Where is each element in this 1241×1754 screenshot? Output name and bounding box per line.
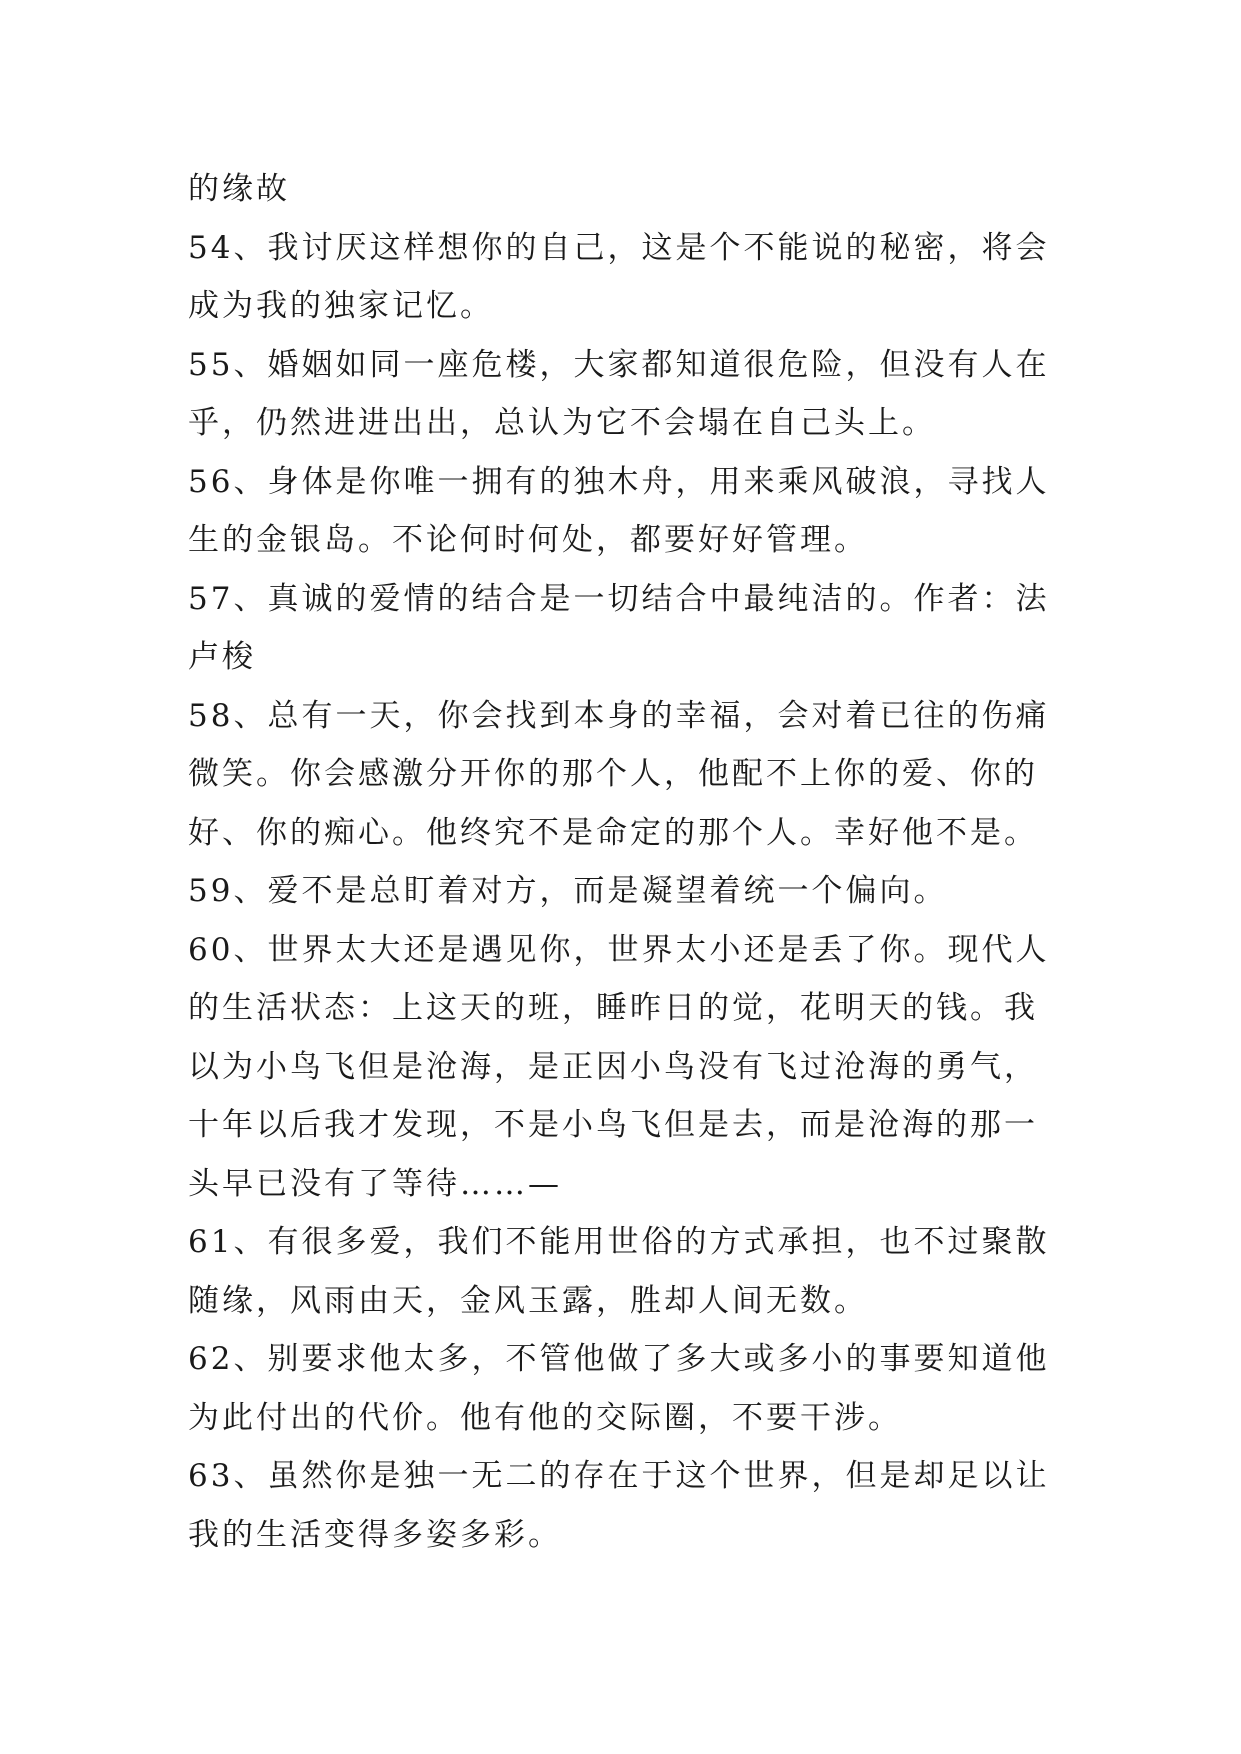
paragraph-56: 56、身体是你唯一拥有的独木舟，用来乘风破浪，寻找人生的金银岛。不论何时何处，都要好好管理。 [188,463,1050,558]
paragraph-61: 61、有很多爱，我们不能用世俗的方式承担，也不过聚散随缘，风雨由天，金风玉露，胜却人间无数。 [188,1224,1050,1319]
paragraph-continuation: 的缘故 [188,171,290,207]
paragraph-54: 54、我讨厌这样想你的自己，这是个不能说的秘密，将会成为我的独家记忆。 [188,229,1050,324]
document-body [188,160,1068,1564]
paragraph-58: 58、总有一天，你会找到本身的幸福，会对着已往的伤痛微笑。你会感激分开你的那个人，他配不上你的爱、你的好、你的痴心。他终究不是命定的那个人。幸好他不是。 [188,697,1050,851]
paragraph-63: 63、虽然你是独一无二的存在于这个世界，但是却足以让我的生活变得多姿多彩。 [188,1458,1050,1553]
paragraph-59: 59、爱不是总盯着对方，而是凝望着统一个偏向。 [188,873,948,909]
paragraph-60: 60、世界太大还是遇见你，世界太小还是丢了你。现代人的生活状态：上这天的班，睡昨日的觉，花明天的钱。我以为小鸟飞但是沧海，是正因小鸟没有飞过沧海的勇气，十年以后我才发现，不是小鸟飞但是去，而是沧海的那一头早已没有了等待……— [188,931,1050,1202]
paragraph-55: 55、婚姻如同一座危楼，大家都知道很危险，但没有人在乎，仍然进进出出，总认为它不会塌在自己头上。 [188,346,1050,441]
paragraph-62: 62、别要求他太多，不管他做了多大或多小的事要知道他为此付出的代价。他有他的交际圈，不要干涉。 [188,1341,1050,1436]
paragraph-57: 57、真诚的爱情的结合是一切结合中最纯洁的。作者：法卢梭 [188,580,1050,675]
